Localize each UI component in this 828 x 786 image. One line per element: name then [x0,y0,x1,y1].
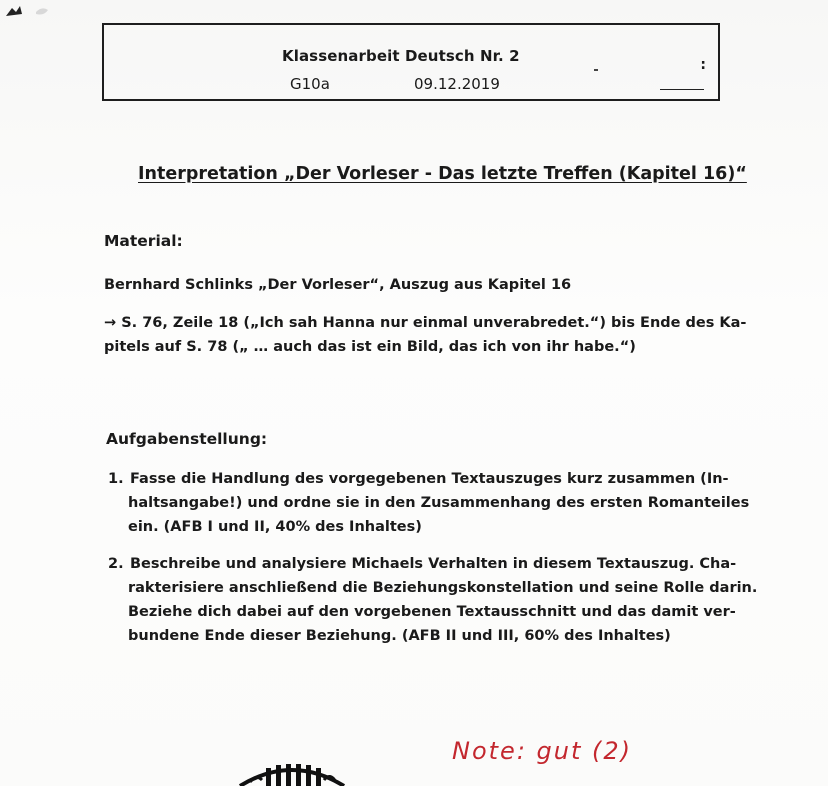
task-1-line-1: Fasse die Handlung des vorgegebenen Textauszuges kurz zusammen (In- [130,471,729,487]
corner-smudge [4,2,50,20]
score-line [660,89,704,90]
task-2-line-4: bundene Ende dieser Beziehung. (AFB II und III, 60% des Inhaltes) [128,628,671,644]
task-1-line-3: ein. (AFB I und II, 40% des Inhaltes) [128,519,422,535]
exam-title: Klassenarbeit Deutsch Nr. 2 [282,47,520,65]
task-2-line-3: Beziehe dich dabei auf den vorgebenen Textausschnitt und das damit ver- [128,604,736,620]
material-label: Material: [104,232,183,250]
stamp-icon [236,760,348,786]
pen-mark [594,69,598,71]
task-2-line-1: Beschreibe und analysiere Michaels Verhalten in diesem Textauszug. Cha- [130,556,737,572]
material-source: Bernhard Schlinks „Der Vorleser“, Auszug aus Kapitel 16 [104,277,572,293]
class-name: G10a [290,75,330,93]
material-range-line-1: → S. 76, Zeile 18 („Ich sah Hanna nur einmal unverabredet.“) bis Ende des Ka- [104,315,747,331]
score-colon: : [700,57,706,73]
header-box [102,23,720,101]
material-range-line-2: pitels auf S. 78 („ … auch das ist ein Bild, das ich von ihr habe.“) [104,339,636,355]
task-2-line-2: rakterisiere anschließend die Beziehungskonstellation und seine Rolle darin. [128,580,758,596]
document-title: Interpretation „Der Vorleser - Das letzte Treffen (Kapitel 16)“ [138,164,747,184]
task-2-number: 2. [108,556,124,572]
tasks-label: Aufgabenstellung: [106,430,268,448]
handwritten-grade: Note: gut (2) [452,737,633,765]
exam-date: 09.12.2019 [414,75,500,93]
task-1-line-2: haltsangabe!) und ordne sie in den Zusammenhang des ersten Romanteiles [128,495,750,511]
task-1-number: 1. [108,471,124,487]
